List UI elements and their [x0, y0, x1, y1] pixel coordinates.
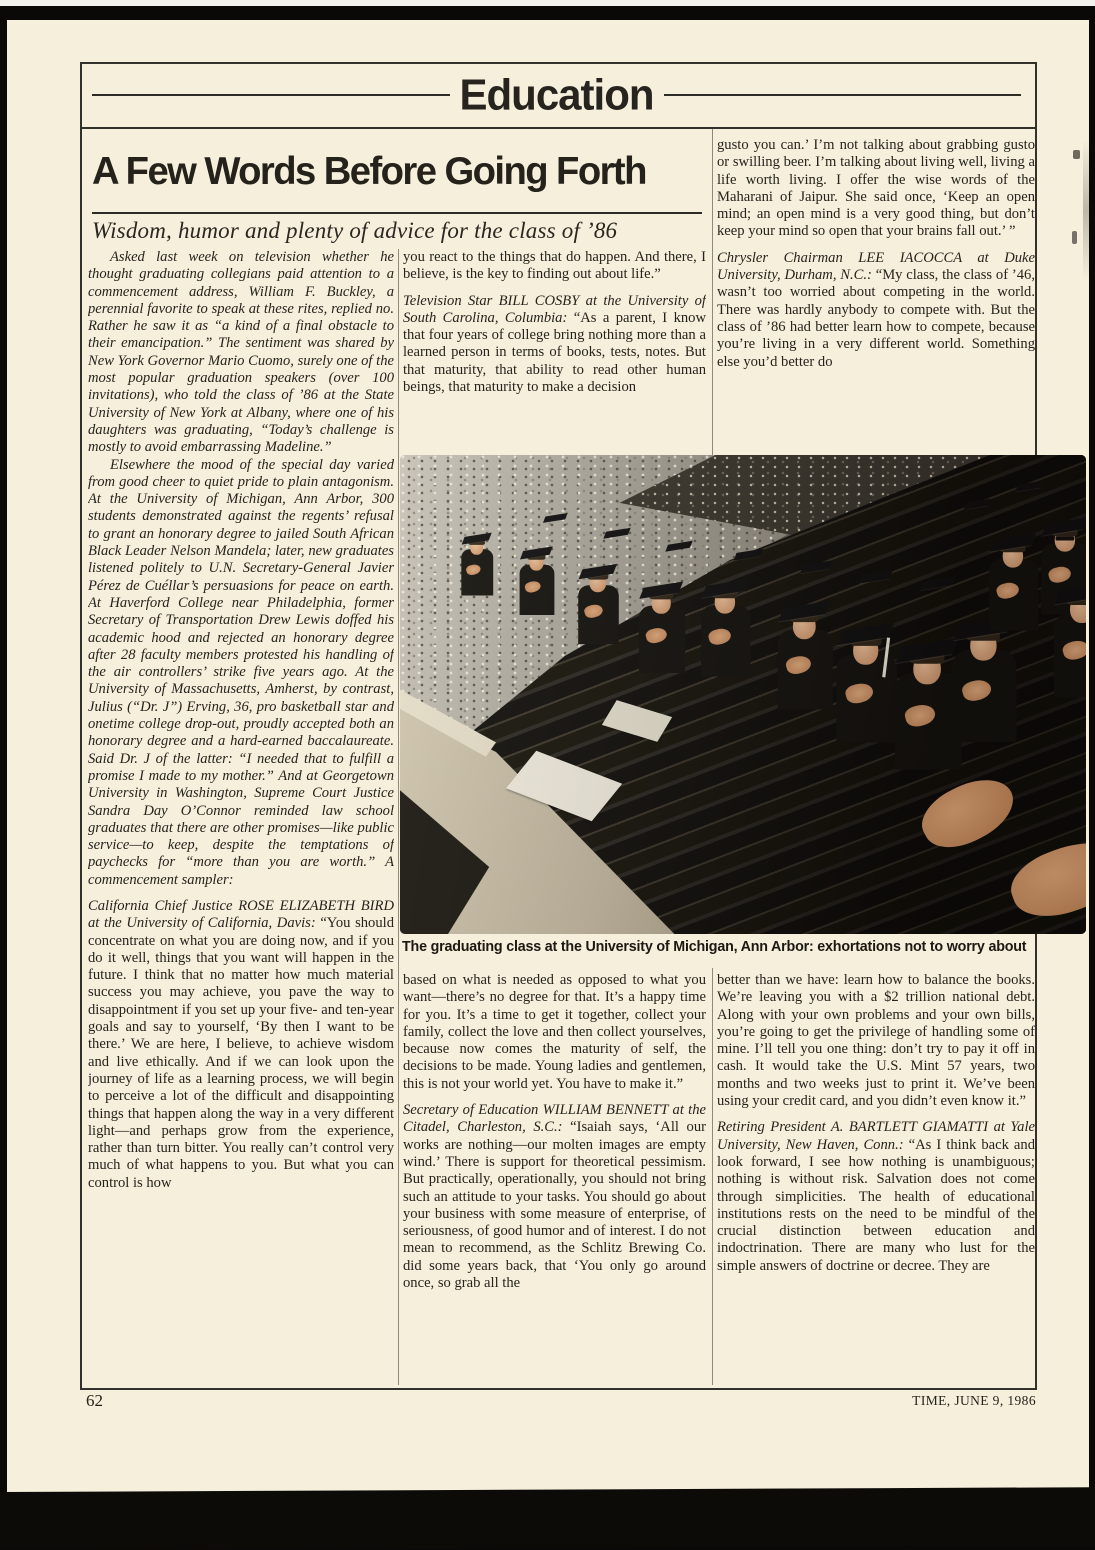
text-column-3-top — [717, 137, 1035, 453]
paragraph: you react to the things that do happen. And there, I believe, is the key to finding out about life.” — [403, 249, 706, 283]
header-bottom-rule — [80, 127, 1035, 129]
section-header-band — [92, 70, 1021, 120]
header-rule-right — [664, 94, 1022, 96]
scan-artifact — [1073, 150, 1080, 159]
article-title: A Few Words Before Going Forth — [92, 150, 646, 193]
paragraph: Retiring President A. BARTLETT GIAMATTI at Yale University, New Haven, Conn.: “As I think back and look forward, I see how nothing is unambiguous; nothing is without risk. Salvation does not come through simplicities. The health of educational institutions rests on the need to be mindful of the crucial distinction between education and indoctrination. There are many who lust for the simple answers of doctrine or decree. They are — [717, 1119, 1035, 1274]
header-rule-left — [92, 94, 450, 96]
graduation-photo — [400, 455, 1086, 934]
scan-artifact — [1072, 231, 1077, 244]
paragraph: Chrysler Chairman LEE IACOCCA at Duke University, Durham, N.C.: “My class, the class of ’46, wasn’t too worried about competing in the world. There was hardly anybody to compete with. But the class of ’86 had better learn how to compete, because you’re living in a very different world. Something else you’d better do — [717, 249, 1035, 370]
paragraph: Asked last week on television whether he thought graduating collegians paid attention to a commencement address, William F. Buckley, a perennial favorite to speak at these rites, replied no. Rather he saw it as “a kind of a final obstacle to their emancipation.” The sentiment was shared by New York Governor Mario Cuomo, surely one of the most popular graduation speakers (over 100 invitations), who told the class of ’86 at the State University of New York at Albany, where one of his daughters was graduating, “Today’s challenge is mostly to avoid embarrassing Madeline.” — [88, 249, 394, 456]
paragraph: better than we have: learn how to balance the books. We’re leaving you with a $2 trillion national debt. Along with your own problems and your own bills, you’re going to get the privilege of handling some of mine. I’ll tell you one thing: don’t try to pay it off in cash. It would take the U.S. Mint 57 years, two months and two weeks just to print it. We’ve been using your credit card, and you didn’t even know it.” — [717, 972, 1035, 1110]
scan-edge — [0, 0, 1095, 6]
paragraph: California Chief Justice ROSE ELIZABETH BIRD at the University of California, Davis: “You should concentrate on what you are doing now, and if you do it well, things that you want will happen in the future. I think that no matter how much material success you may achieve, you pave the way to disappointment if you set up your five- and ten-year goals and say to yourself, ‘By then I want to be there.’ We are here, I believe, to achieve wisdom and live ethically. And if we can look upon the journey of life as a learning process, we will begin to perceive a lot of the difficult and disappointing things that happen along the way in a very different light—and perhaps grow from the experience, rather than turn bitter. You really can’t control very much of what happens to you. But what you can control is how — [88, 897, 394, 1191]
text-column-3-bottom — [717, 972, 1035, 1382]
paragraph: Television Star BILL COSBY at the University of South Carolina, Columbia: “As a parent, I know that four years of college bring nothing more than a learned person in terms of books, tests, notes. But that maturity, that ability to read other human beings, that maturity to make a decision — [403, 292, 706, 396]
photo-tint-overlay — [400, 455, 1086, 934]
paragraph: Elsewhere the mood of the special day varied from good cheer to quiet pride to plain antagonism. At the University of Michigan, Ann Arbor, 300 students demonstrated against the regents’ refusal to grant an honorary degree to jailed South African Black Leader Nelson Mandela; later, new graduates listened politely to U.N. Secretary-General Javier Pérez de Cuéllar’s persuasions for peace on earth. At Haverford College near Philadelphia, former Secretary of Transportation Drew Lewis doffed his academic hood and rejected an honorary degree after 28 faculty members protested his handling of the air controllers’ strike five years ago. At the University of Massachusetts, Amherst, by contrast, Julius (“Dr. J”) Erving, 36, pro basketball star and onetime college drop-out, proudly accepted both an honorary degree and a hard-earned baccalaureate. Said Dr. J of the latter: “I needed that to fulfill a promise I made to my mother.” And at Georgetown University in Washington, Supreme Court Justice Sandra Day O’Connor reminded law school graduates that there are other promises—like public service—to keep, despite the temptations of paychecks for “more than you are worth.” A commencement sampler: — [88, 456, 394, 888]
title-rule — [92, 212, 702, 214]
photo-caption: The graduating class at the University of Michigan, Ann Arbor: exhortations not to worry about — [402, 939, 1027, 955]
page-curl-shadow — [1083, 140, 1089, 280]
text-column-1 — [88, 249, 394, 1382]
text-column-2-bottom — [403, 972, 706, 1382]
column-divider — [712, 968, 713, 1385]
article-subtitle: Wisdom, humor and plenty of advice for the class of ’86 — [92, 218, 618, 243]
paragraph: gusto you can.’ I’m not talking about grabbing gusto or swilling beer. I’m talking about living well, living a life worth living. I offer the wise words of the Maharani of Jaipur. She said once, ‘Keep an open mind; an open mind is a very good thing, but don’t keep your mind so open that your brains fall out.’ ” — [717, 137, 1035, 240]
page-number: 62 — [86, 1391, 103, 1410]
text-column-2-top — [403, 249, 706, 453]
scan-edge-bottom — [0, 1487, 1095, 1550]
issue-footer: TIME, JUNE 9, 1986 — [912, 1393, 1036, 1408]
paragraph: based on what is needed as opposed to what you want—there’s no degree for that. It’s a happy time for you. It’s a time to get it together, collect your family, collect the love and then collect yourselves, because now comes the maturity of self, the decisions to be made. Young ladies and gentlemen, this is not your world yet. You have to make it.” — [403, 972, 706, 1092]
paragraph: Secretary of Education WILLIAM BENNETT at the Citadel, Charleston, S.C.: “Isaiah says, ‘All our works are nothing—our molten images are empty wind.’ There is support for theoretical pessimism. But practically, operationally, you should not bring such an attitude to your tasks. You should go about your business with some measure of enterprise, of seriousness, of good humor and of interest. I do not mean to recommend, as the Schlitz Brewing Co. did some years back, that ‘You only go around once, so grab all the — [403, 1102, 706, 1292]
section-title: Education — [459, 70, 654, 119]
column-divider — [398, 249, 399, 1385]
column-divider — [712, 129, 713, 455]
